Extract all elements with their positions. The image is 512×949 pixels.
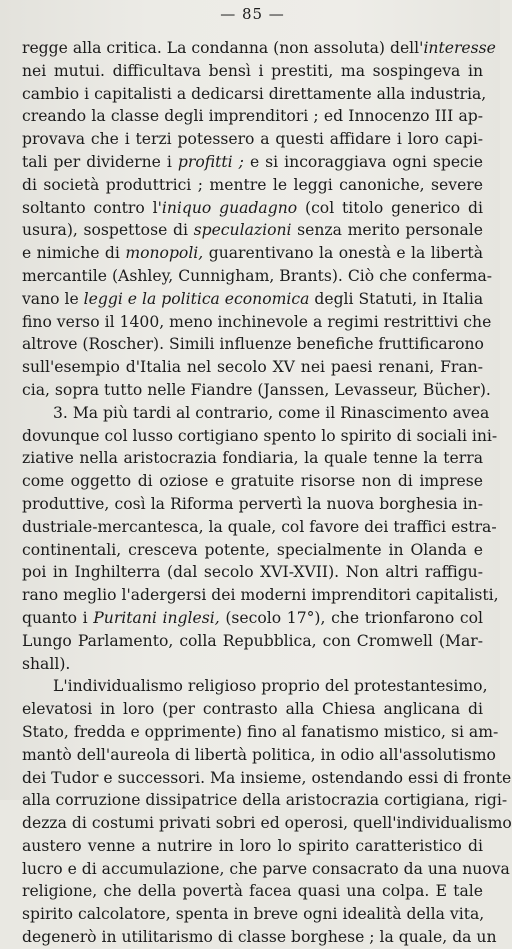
text-line [22, 835, 483, 858]
text-line [22, 356, 483, 379]
text-segment: di società produttrici ; mentre le leggi canoniche, severe [22, 175, 483, 194]
text-line [22, 584, 499, 607]
text-segment: poi in Inghilterra (dal secolo XVI-XVII). Non altri raffigu- [22, 563, 483, 582]
italic-text: leggi e la politica economica [83, 289, 310, 308]
text-line [22, 607, 483, 630]
text-line [22, 60, 483, 83]
text-segment: continentali, cresceva potente, specialmente in Olanda e [22, 540, 483, 559]
text-segment: fino verso il 1400, meno inchinevole a regimi restrittivi che [22, 312, 492, 331]
text-line [22, 903, 483, 926]
text-segment: mercantile (Ashley, Cunnigham, Brants). Ciò che conferma- [22, 266, 493, 285]
text-segment: senza merito personale [291, 221, 483, 240]
text-segment: usura), sospettose di [22, 221, 194, 240]
text-segment: quanto i [22, 608, 94, 627]
text-segment: Lungo Parlamento, colla Repubblica, con Cromwell (Mar- [22, 631, 483, 650]
text-line [22, 219, 483, 242]
text-segment: Stato, fredda e opprimente) fino al fanatismo mistico, si am- [22, 722, 499, 741]
text-line [22, 128, 483, 151]
text-line [22, 105, 483, 128]
text-line [22, 630, 483, 653]
text-segment: cambio i capitalisti a dedicarsi direttamente alla industria, [22, 84, 487, 103]
text-segment: altrove (Roscher). Simili influenze benefiche fruttificarono [22, 335, 484, 354]
text-segment: L'individualismo religioso proprio del protestantesimo, [53, 677, 488, 696]
text-line [22, 653, 483, 676]
text-segment: e nimiche di [22, 244, 126, 263]
text-line [22, 767, 512, 790]
text-segment: rano meglio l'adergersi dei moderni imprenditori capitalisti, [22, 586, 499, 605]
text-line [22, 265, 493, 288]
text-segment: (col titolo generico di [297, 198, 483, 217]
text-segment: ziative nella aristocrazia fondiaria, la quale tenne la terra [22, 449, 483, 468]
text-segment: shall). [22, 654, 71, 673]
text-segment: degenerò in utilitarismo di classe borghese ; la quale, da un [22, 928, 497, 947]
text-segment: dovunque col lusso cortigiano spento lo spirito di sociali ini- [22, 426, 498, 445]
text-segment: elevatosi in loro (per contrasto alla Chiesa anglicana di [22, 700, 483, 719]
italic-text: profitti ; [177, 152, 244, 171]
italic-text: speculazioni [193, 221, 292, 240]
text-segment: dustriale-mercantesca, la quale, col favore dei traffici estra- [22, 517, 497, 536]
italic-text: interesse [423, 39, 496, 57]
text-line [22, 516, 497, 539]
text-segment: tali per dividerne i [22, 152, 178, 171]
text-line [22, 311, 492, 334]
text-segment: mantò dell'aureola di libertà politica, in odio all'assolutismo [22, 745, 496, 764]
text-segment: degli Statuti, in Italia [309, 289, 484, 308]
italic-text: monopoli, [125, 244, 204, 263]
text-line [22, 425, 498, 448]
text-line [22, 197, 483, 220]
text-line [22, 470, 483, 493]
text-segment: soltanto contro l' [22, 198, 162, 217]
text-line [22, 402, 490, 425]
text-line [22, 447, 483, 470]
text-segment: dei Tudor e successori. Ma insieme, ostendando essi di fronte [22, 768, 512, 787]
text-line [22, 675, 488, 698]
text-segment: cia, sopra tutto nelle Fiandre (Janssen, Levasseur, Bücher). [22, 380, 491, 399]
text-line [22, 83, 487, 106]
body-text [22, 37, 512, 949]
text-segment: spirito calcolatore, spenta in breve ogni idealità della vita, [22, 905, 485, 924]
text-line [22, 698, 483, 721]
text-segment: religione, che della povertà facea quasi una colpa. E tale [22, 882, 483, 901]
text-segment: dezza di costumi privati sobri ed operosi, quell'individualismo [22, 814, 512, 833]
text-segment: (secolo 17°), che trionfarono col [219, 608, 483, 627]
text-line [22, 493, 483, 516]
text-line [22, 926, 497, 949]
text-segment: guarentivano la onestà e la libertà [203, 244, 483, 263]
text-segment: alla corruzione dissipatrice della aristocrazia cortigiana, rigi- [22, 791, 508, 810]
text-line [22, 880, 483, 903]
text-line [22, 333, 483, 356]
text-segment: austero venne a nutrire in loro lo spirito caratteristico di [22, 836, 483, 855]
text-line [22, 288, 483, 311]
text-line [22, 789, 508, 812]
text-segment: 3. Ma più tardi al contrario, come il Rinascimento avea [53, 403, 490, 422]
text-segment: come oggetto di oziose e gratuite risorse non di imprese [22, 472, 483, 491]
text-segment: nei mutui. difficultava bensì i prestiti, ma sospingeva in [22, 61, 483, 80]
text-segment: sull'esempio d'Italia nel secolo XV nei paesi renani, Fran- [22, 358, 483, 377]
text-segment: vano le [22, 289, 84, 308]
text-segment: regge alla critica. La condanna (non assoluta) dell' [22, 39, 424, 57]
page-number: — 85 — [220, 5, 285, 23]
text-line [22, 174, 483, 197]
text-segment: provava che i terzi potessero a questi affidare i loro capi- [22, 130, 483, 149]
text-line [22, 812, 512, 835]
text-segment: lucro e di accumulazione, che parve consacrato da una nuova [22, 859, 510, 878]
italic-text: Puritani inglesi, [93, 608, 220, 627]
text-line [22, 379, 491, 402]
text-segment: produttive, così la Riforma pervertì la nuova borghesia in- [22, 494, 483, 513]
text-segment: e si incoraggiava ogni specie [243, 152, 483, 171]
text-line [22, 744, 496, 767]
text-segment: creando la classe degli imprenditori ; ed Innocenzo III ap- [22, 107, 483, 126]
text-line [22, 539, 483, 562]
text-line [22, 858, 510, 881]
italic-text: iniquo guadagno [161, 198, 298, 217]
text-line [22, 242, 483, 265]
text-line [22, 37, 496, 60]
text-line [22, 151, 483, 174]
text-line [22, 721, 499, 744]
text-line [22, 561, 483, 584]
